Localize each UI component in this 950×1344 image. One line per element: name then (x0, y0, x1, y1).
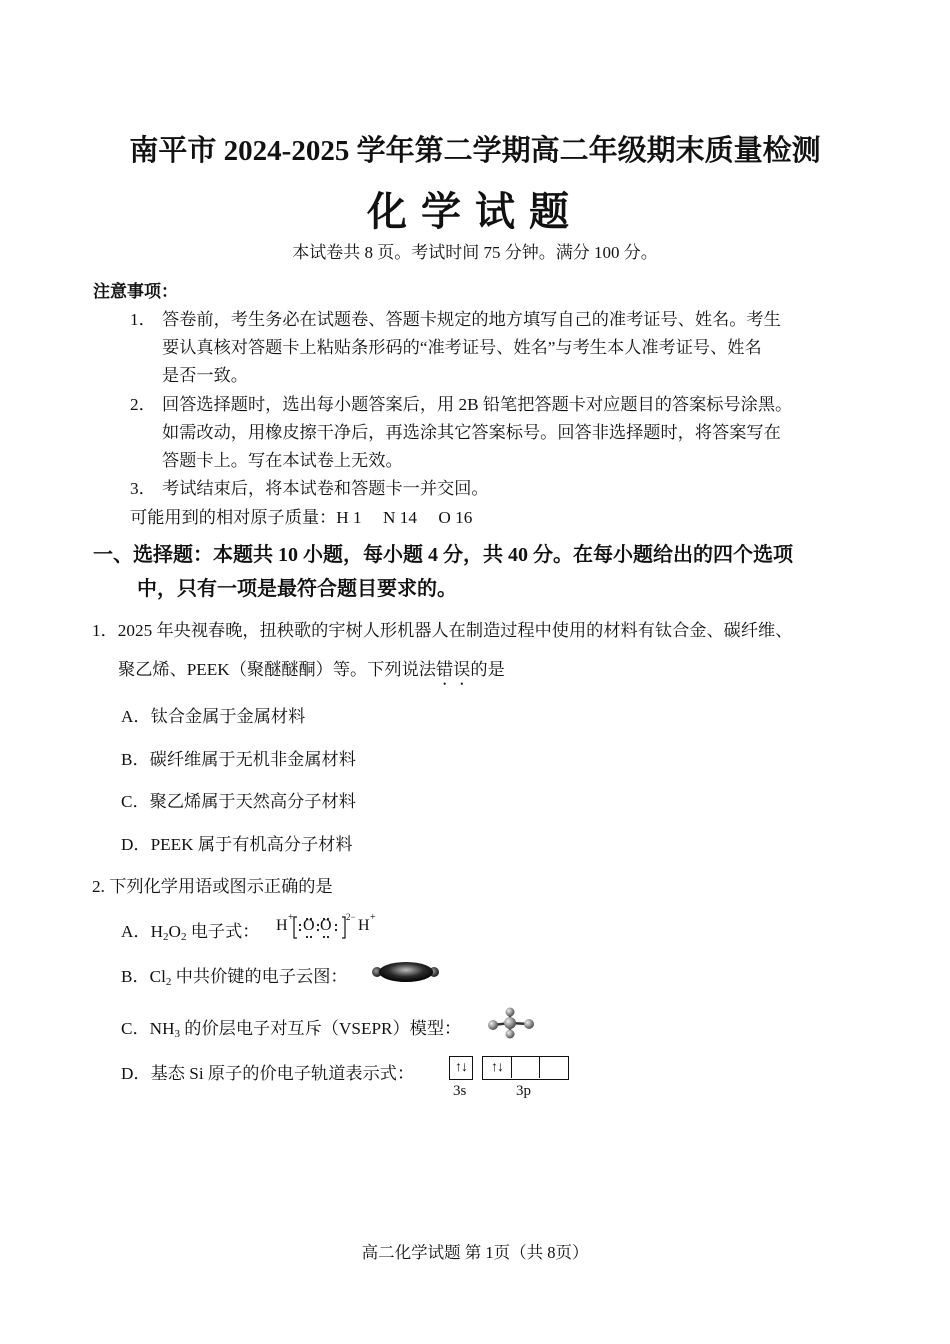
notice-item-1-line2: 要认真核对答题卡上粘贴条形码的“准考证号、姓名”与考生本人准考证号、姓名 (162, 338, 762, 357)
section-1-heading-cont: 中，只有一项是最符合题目要求的。 (137, 578, 457, 600)
notice-item-1-num: 1． (130, 310, 156, 329)
notice-item-2-line2: 如需改动，用橡皮擦干净后，再选涂其它答案标号。回答非选择题时，将答案写在 (162, 423, 781, 442)
q2-a-sub2: 2 (180, 931, 187, 943)
nh3-vsepr-model-image (486, 1007, 538, 1039)
notice-item-2-line3: 答题卡上。写在本试卷上无效。 (162, 451, 403, 470)
atomic-masses: 可能用到的相对原子质量：H 1 N 14 O 16 (130, 508, 473, 527)
q2-option-d: D．基态 Si 原子的价电子轨道表示式： (121, 1064, 415, 1083)
q1-option-b: B．碳纤维属于无机非金属材料 (121, 750, 356, 769)
q1-option-d: D．PEEK 属于有机高分子材料 (121, 835, 353, 854)
q1-option-a: A．钛合金属于金属材料 (121, 707, 306, 726)
orbital-3s-label: 3s (453, 1083, 467, 1099)
h2o2-electron-formula (276, 911, 386, 941)
subject-title: 化学试题 (367, 189, 583, 234)
q2-a-post: 电子式： (186, 922, 260, 941)
notice-item-2-line1: 回答选择题时，选出每小题答案后，用 2B 铅笔把答题卡对应题目的答案标号涂黑。 (162, 395, 793, 414)
q2-c-post: 的价层电子对互斥（VSEPR）模型： (179, 1019, 462, 1038)
exam-title: 南平市 2024-2025 学年第二学期高二年级期末质量检测 (129, 135, 821, 167)
q2-a-mid: O (168, 922, 181, 941)
oxygen-2: O (320, 917, 332, 934)
q2-option-b (121, 962, 348, 988)
exam-info: 本试卷共 8 页。考试时间 75 分钟。满分 100 分。 (292, 243, 658, 262)
q2-option-a (121, 917, 260, 943)
notice-item-3-num: 3． (130, 479, 156, 498)
orbital-3p-divider-1 (511, 1057, 512, 1078)
plus-charge-right: + (370, 912, 376, 923)
q2-b-sub: 2 (165, 976, 172, 988)
q1-stem-line1: 1．2025 年央视春晚，扭秧歌的宇树人形机器人在制造过程中使用的材料有钛合金、碳纤维、 (92, 621, 793, 640)
q2-c-label: C．NH (121, 1019, 175, 1038)
oxygen-1: O (303, 917, 315, 934)
orbital-3p-box-1: ↑↓ (491, 1060, 503, 1075)
q1-stem-line2 (118, 655, 505, 689)
q2-a-sub1: 2 (163, 931, 169, 943)
q2-c-sub: 3 (174, 1028, 180, 1040)
orbital-3s-box: ↑↓ (449, 1056, 473, 1080)
q2-stem: 2. 下列化学用语或图示正确的是 (92, 877, 333, 896)
cl2-electron-cloud-image (370, 960, 442, 984)
q1-stem-post: 的是 (470, 660, 505, 679)
q2-option-c (121, 1014, 461, 1040)
notice-item-1-line3: 是否一致。 (162, 366, 248, 385)
orbital-3p-label: 3p (516, 1083, 531, 1099)
notice-item-1-line1: 答卷前，考生务必在试题卷、答题卡规定的地方填写自己的准考证号、姓名。考生 (162, 310, 781, 329)
plus-charge: + (288, 912, 294, 923)
notice-item-3-line1: 考试结束后，将本试卷和答题卡一并交回。 (162, 479, 489, 498)
orbital-3p-divider-2 (539, 1057, 540, 1078)
q1-emphasis-word: 错误 (435, 660, 471, 679)
q2-b-label: B．Cl (121, 967, 166, 986)
h-left: H (276, 917, 288, 934)
q2-a-label: A．H (121, 922, 164, 941)
orbital-3p-group (482, 1056, 569, 1080)
notice-heading: 注意事项： (93, 282, 178, 301)
charge-2minus: 2− (346, 912, 356, 922)
h-right: H (358, 917, 370, 934)
q2-b-post: 中共价键的电子云图： (171, 967, 348, 986)
page-footer: 高二化学试题 第 1页（共 8页） (361, 1243, 589, 1262)
q1-option-c: C．聚乙烯属于天然高分子材料 (121, 792, 356, 811)
notice-item-2-num: 2． (130, 395, 156, 414)
section-1-heading: 一、选择题：本题共 10 小题，每小题 4 分，共 40 分。在每小题给出的四个选项 (93, 544, 793, 566)
q1-stem-pre: 聚乙烯、PEEK（聚醚醚酮）等。下列说法 (118, 660, 436, 679)
